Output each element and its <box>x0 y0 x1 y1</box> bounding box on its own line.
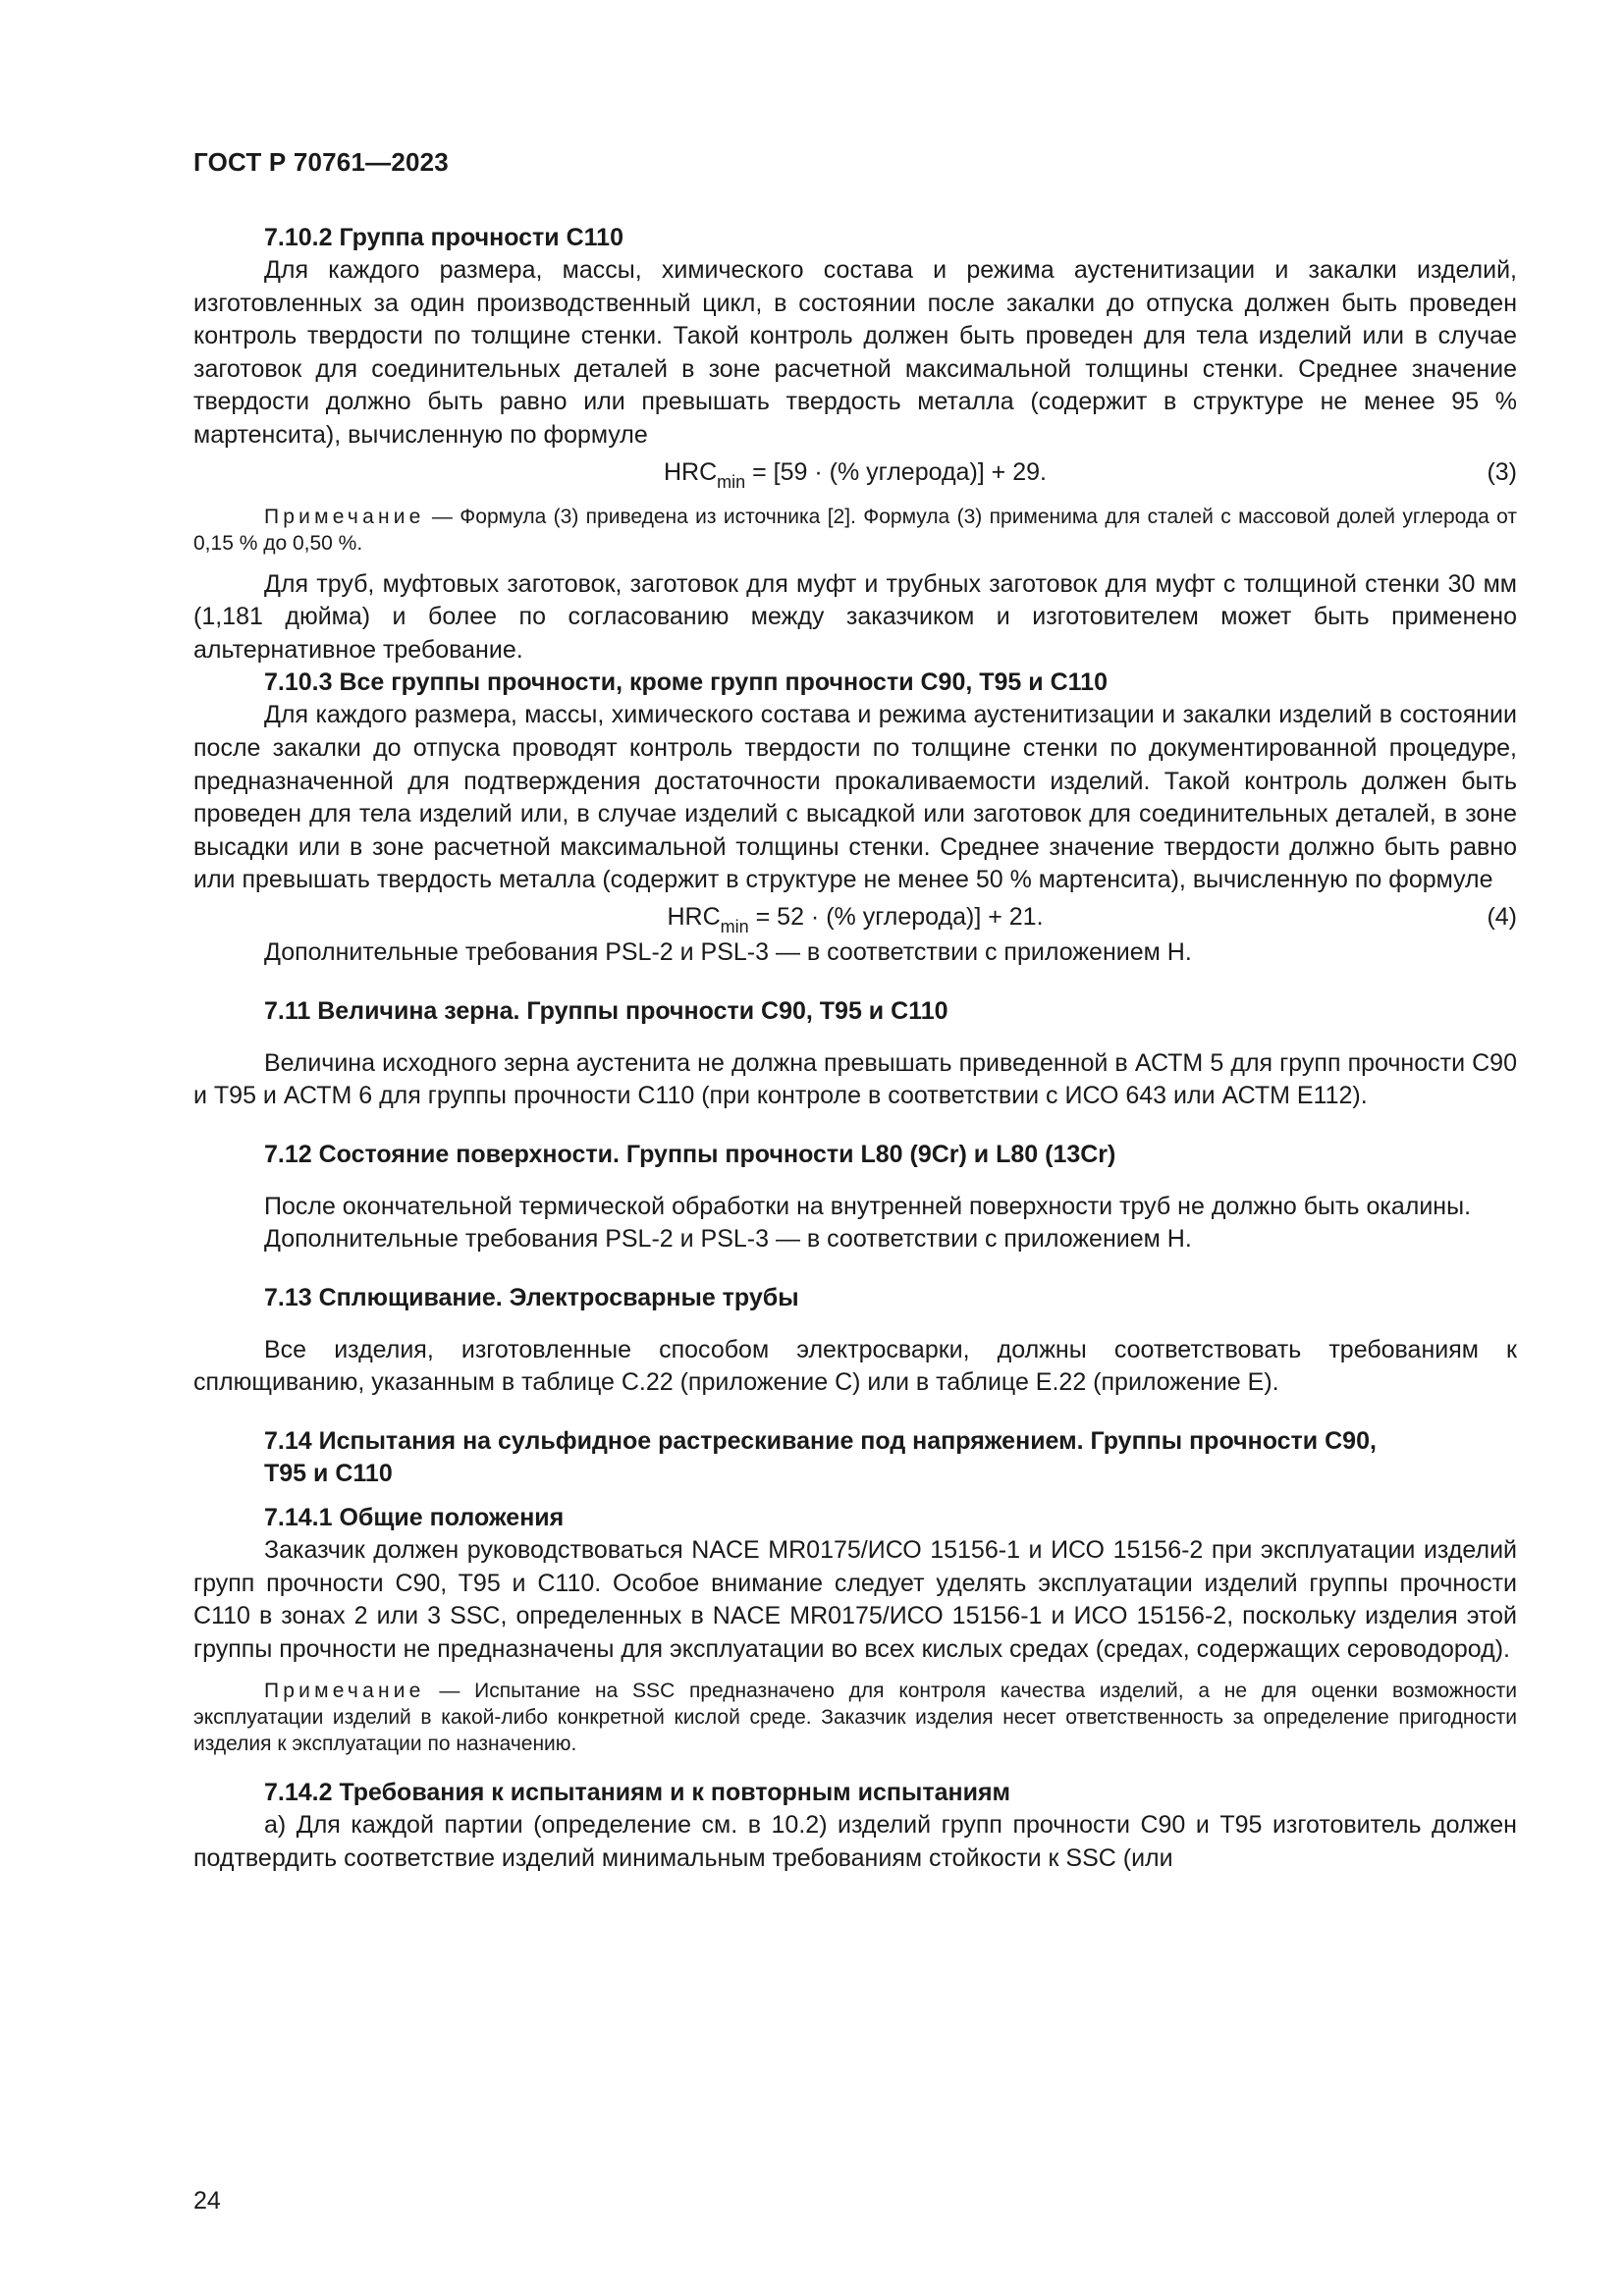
note-text: — Формула (3) приведена из источника [2]. Формула (3) применима для сталей с массовой долей углерода от 0,15 % до 0,50 %. <box>193 505 1517 555</box>
note-label: Примечание <box>264 505 425 528</box>
section-7-12-title: 7.12 Состояние поверхности. Группы прочности L80 (9Cr) и L80 (13Cr) <box>264 1140 1116 1168</box>
section-7-12-paragraph: После окончательной термической обработки на внутренней поверхности труб не должно быть окалины. <box>264 1192 1472 1220</box>
formula-4-subscript: min <box>720 916 749 936</box>
formula-4-rhs: = 52 · (% углерода)] + 21. <box>748 902 1044 931</box>
section-7-11-title: 7.11 Величина зерна. Группы прочности C90, T95 и C110 <box>264 996 948 1025</box>
section-7-10-2-paragraph: Для каждого размера, массы, химического состава и режима аустенитизации и закалки изделий, изготовленных за один производственный цикл, в состоянии после закалки до отпуска должен быть проведен контроль твердости по толщине стенки. Такой контроль должен быть проведен для тела изделий или в случае заготовок для соединительных деталей в зоне расчетной максимальной толщины стенки. Среднее значение твердости должно быть равно или превышать твердость металла (содержит в структуре не менее 95 % мартенсита), вычисленную по формуле <box>193 256 1517 449</box>
formula-4 <box>193 897 1517 936</box>
section-7-14-2-paragraph: а) Для каждой партии (определение см. в 10.2) изделий групп прочности C90 и T95 изготовитель должен подтвердить соответствие изделий минимальным требованиям стойкости к SSC (или <box>193 1811 1517 1873</box>
note-formula-3 <box>193 504 1517 557</box>
formula-3-base: HRC <box>664 457 718 486</box>
formula-4-base: HRC <box>667 902 721 931</box>
formula-4-number: (4) <box>1487 902 1517 931</box>
section-7-12-paragraph-2: Дополнительные требования PSL-2 и PSL-3 — в соответствии с приложением H. <box>264 1225 1192 1254</box>
section-7-10-2-paragraph-2: Для труб, муфтовых заготовок, заготовок для муфт и трубных заготовок для муфт с толщиной стенки 30 мм (1,181 дюйма) и более по согласованию между заказчиком и изготовителем может быть применено альтернативное требование. <box>193 569 1517 664</box>
section-7-14-2-title: 7.14.2 Требования к испытаниям и к повторным испытаниям <box>264 1779 1011 1807</box>
section-7-10-2-title: 7.10.2 Группа прочности C110 <box>264 224 623 251</box>
formula-3-subscript: min <box>717 471 746 492</box>
section-7-10-3-paragraph-2: Дополнительные требования PSL-2 и PSL-3 — в соответствии с приложением H. <box>264 937 1192 966</box>
note-ssc <box>193 1678 1517 1757</box>
section-7-11-paragraph: Величина исходного зерна аустенита не должна превышать приведенной в АСТМ 5 для групп прочности C90 и T95 и АСТМ 6 для группы прочности C110 (при контроле в соответствии с ИСО 643 или АСТМ E112). <box>193 1048 1517 1110</box>
note-text: — Испытание на SSC предназначено для контроля качества изделий, а не для оценки возможности эксплуатации изделий в какой-либо конкретной кислой среде. Заказчик изделия несет ответственность за определение пригодности изделия к эксплуатации по назначению. <box>193 1680 1517 1756</box>
document-header: ГОСТ Р 70761—2023 <box>193 147 449 177</box>
section-7-10-3-title: 7.10.3 Все группы прочности, кроме групп прочности C90, T95 и C110 <box>264 668 1108 697</box>
page-number: 24 <box>193 2187 221 2215</box>
note-label: Примечание <box>264 1680 425 1703</box>
formula-3-number: (3) <box>1487 457 1517 486</box>
section-7-13-paragraph: Все изделия, изготовленные способом электросварки, должны соответствовать требованиям к сплющиванию, указанным в таблице C.22 (приложение C) или в таблице E.22 (приложение E). <box>193 1335 1517 1397</box>
section-7-14-title-line-2: T95 и C110 <box>264 1460 393 1488</box>
section-7-13-title: 7.13 Сплющивание. Электросварные трубы <box>264 1283 799 1311</box>
section-7-14-1-paragraph: Заказчик должен руководствоваться NACE MR0175/ИСО 15156-1 и ИСО 15156-2 при эксплуатации изделий групп прочности C90, T95 и C110. Особое внимание следует уделять эксплуатации изделий группы прочности C110 в зонах 2 или 3 SSC, определенных в NACE MR0175/ИСО 15156-1 и ИСО 15156-2, поскольку изделия этой группы прочности не предназначены для эксплуатации во всех кислых средах (средах, содержащих сероводород). <box>193 1536 1517 1663</box>
formula-3 <box>193 453 1517 492</box>
section-7-10-3-paragraph: Для каждого размера, массы, химического состава и режима аустенитизации и закалки изделий в состоянии после закалки до отпуска проводят контроль твердости по толщине стенки по документированной процедуре, предназначенной для подтверждения достаточности прокаливаемости изделий. Такой контроль должен быть проведен для тела изделий или, в случае изделий с высадкой или заготовок для соединительных деталей, в зоне высадки или в зоне расчетной максимальной толщины стенки. Среднее значение твердости должно быть равно или превышать твердость металла (содержит в структуре не менее 50 % мартенсита), вычисленную по формуле <box>193 701 1517 894</box>
section-7-14-1-title: 7.14.1 Общие положения <box>264 1504 565 1532</box>
formula-3-rhs: = [59 · (% углерода)] + 29. <box>745 457 1047 486</box>
document-body <box>193 222 1517 1876</box>
formula-4-expression <box>193 897 1517 946</box>
formula-3-expression <box>193 453 1517 502</box>
section-7-14-title-line-1: 7.14 Испытания на сульфидное растрескивание под напряжением. Группы прочности C90, <box>264 1427 1377 1456</box>
